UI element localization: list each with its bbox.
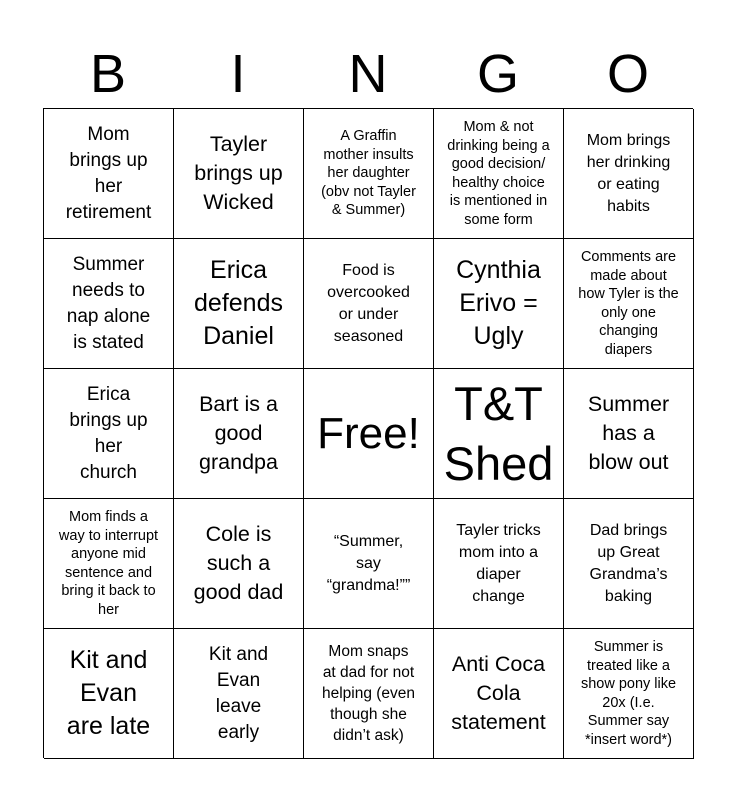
header-letter-i: I — [230, 44, 246, 104]
square-text: Bart is a good grandpa — [199, 392, 278, 474]
square-text: Food is overcooked or under seasoned — [327, 261, 410, 345]
square-text: Dad brings up Great Grandma’s baking — [589, 521, 668, 605]
square-text: T&T Shed — [443, 376, 554, 490]
square-text: Mom snaps at dad for not helping (even though she didn’t ask) — [321, 643, 416, 744]
bingo-square-r4c3[interactable] — [304, 499, 434, 629]
bingo-square-r2c4[interactable] — [434, 239, 564, 369]
header-letter-g: G — [476, 44, 519, 104]
bingo-square-r2c5[interactable] — [564, 239, 694, 369]
bingo-square-r4c4[interactable] — [434, 499, 564, 629]
bingo-square-r1c1[interactable] — [44, 109, 174, 239]
square-text: Mom finds a way to interrupt anyone mid sentence and bring it back to her — [58, 509, 159, 618]
square-text: A Graffin mother insults her daughter (obv not Tayler & Summer) — [321, 128, 416, 219]
square-text: Summer has a blow out — [587, 392, 670, 474]
header-letter-n: N — [348, 44, 388, 104]
square-text: Summer is treated like a show pony like 20x (I.e. Summer say *insert word*) — [580, 639, 677, 748]
square-text: Kit and Evan are late — [66, 646, 151, 740]
bingo-square-free[interactable] — [304, 369, 434, 499]
header-letter-o: O — [606, 44, 649, 104]
bingo-square-r5c5[interactable] — [564, 629, 694, 759]
square-text: Cole is such a good dad — [193, 522, 284, 604]
bingo-square-r4c1[interactable] — [44, 499, 174, 629]
bingo-header — [43, 40, 693, 108]
square-text: Tayler brings up Wicked — [194, 132, 283, 214]
square-text: “Summer, say “grandma!”” — [326, 532, 411, 594]
free-space-text: Free! — [317, 408, 420, 458]
square-text: Mom brings her drinking or eating habits — [586, 131, 671, 215]
square-text: Kit and Evan leave early — [208, 643, 269, 743]
bingo-square-r5c1[interactable] — [44, 629, 174, 759]
square-text: Summer needs to nap alone is stated — [66, 253, 151, 353]
bingo-square-r1c2[interactable] — [174, 109, 304, 239]
square-text: Erica defends Daniel — [194, 256, 283, 350]
header-letter-b: B — [89, 44, 127, 104]
square-text: Tayler tricks mom into a diaper change — [456, 521, 541, 605]
bingo-square-r4c2[interactable] — [174, 499, 304, 629]
bingo-square-r2c2[interactable] — [174, 239, 304, 369]
bingo-square-r3c2[interactable] — [174, 369, 304, 499]
bingo-square-r1c3[interactable] — [304, 109, 434, 239]
bingo-square-r1c5[interactable] — [564, 109, 694, 239]
square-text: Cynthia Erivo = Ugly — [456, 256, 541, 350]
bingo-square-r2c1[interactable] — [44, 239, 174, 369]
square-text: Mom & not drinking being a good decision/ healthy choice is mentioned in some form — [447, 119, 550, 228]
bingo-square-r3c4[interactable] — [434, 369, 564, 499]
bingo-square-r3c1[interactable] — [44, 369, 174, 499]
bingo-square-r1c4[interactable] — [434, 109, 564, 239]
square-text: Erica brings up her church — [69, 383, 148, 483]
square-text: Anti Coca Cola statement — [451, 652, 546, 734]
bingo-square-r5c3[interactable] — [304, 629, 434, 759]
square-text: Comments are made about how Tyler is the only one changing diapers — [578, 249, 679, 358]
square-text: Mom brings up her retirement — [65, 123, 152, 223]
bingo-square-r3c5[interactable] — [564, 369, 694, 499]
bingo-square-r5c2[interactable] — [174, 629, 304, 759]
bingo-square-r5c4[interactable] — [434, 629, 564, 759]
bingo-square-r4c5[interactable] — [564, 499, 694, 629]
bingo-square-r2c3[interactable] — [304, 239, 434, 369]
bingo-card-grid — [43, 108, 693, 758]
